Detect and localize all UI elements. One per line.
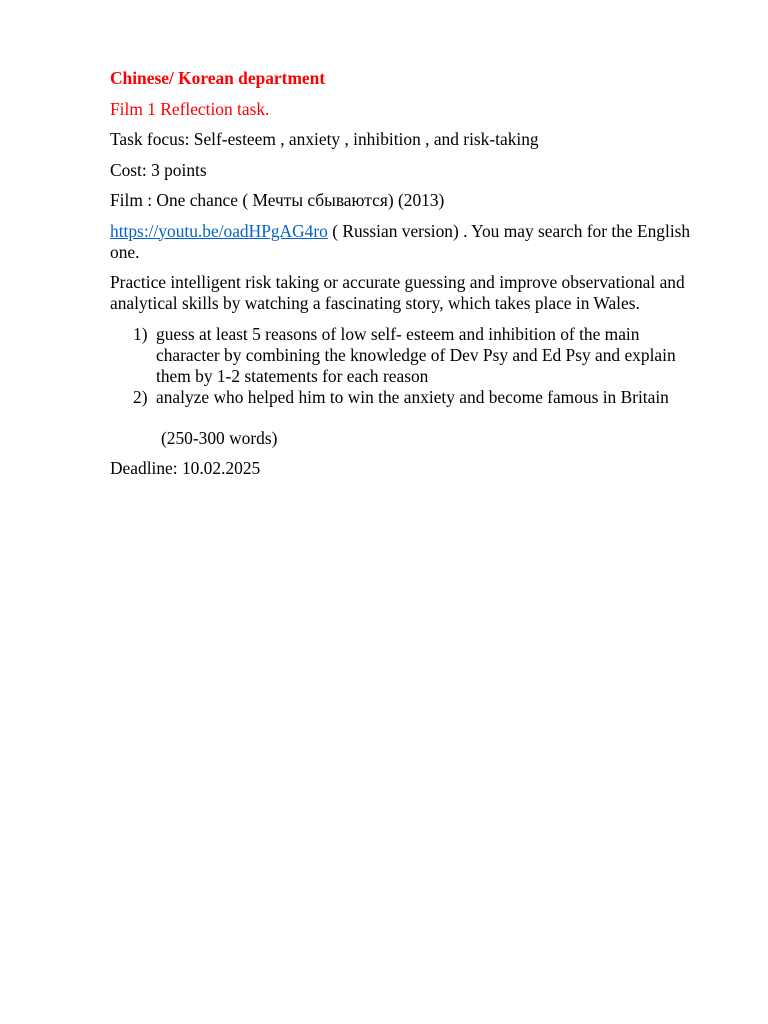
film-link-note: ( Russian version) . You may search for the English one. — [110, 220, 691, 262]
task-item — [110, 324, 701, 387]
film-link[interactable]: https://youtu.be/oadHPgAG4ro — [110, 220, 328, 241]
task-number: 1) — [133, 323, 148, 344]
film-link-paragraph — [110, 221, 710, 263]
task-text: guess at least 5 reasons of low self- esteem and inhibition of the main character by combining the knowledge of Dev Psy and Ed Psy and explain them by 1-2 statements for each reason — [156, 323, 676, 386]
task-cost: Cost: 3 points — [110, 159, 207, 180]
department-heading: Chinese/ Korean department — [110, 68, 326, 88]
film-title: Film : One chance ( Мечты сбываются) (2013) — [110, 190, 445, 210]
task-text: analyze who helped him to win the anxiety and become famous in Britain — [156, 386, 669, 407]
deadline: Deadline: 10.02.2025 — [110, 458, 261, 478]
document-body — [110, 68, 710, 479]
task-title: Film 1 Reflection task. — [110, 98, 270, 119]
intro-paragraph: Practice intelligent risk taking or accurate guessing and improve observational and analytical skills by watching a fascinating story, which takes place in Wales. — [110, 272, 685, 313]
task-item — [110, 387, 701, 408]
task-number: 2) — [133, 386, 148, 407]
task-list — [110, 324, 710, 408]
word-count: (250-300 words) — [161, 427, 278, 448]
task-focus: Task focus: Self-esteem , anxiety , inhibition , and risk-taking — [110, 129, 539, 149]
